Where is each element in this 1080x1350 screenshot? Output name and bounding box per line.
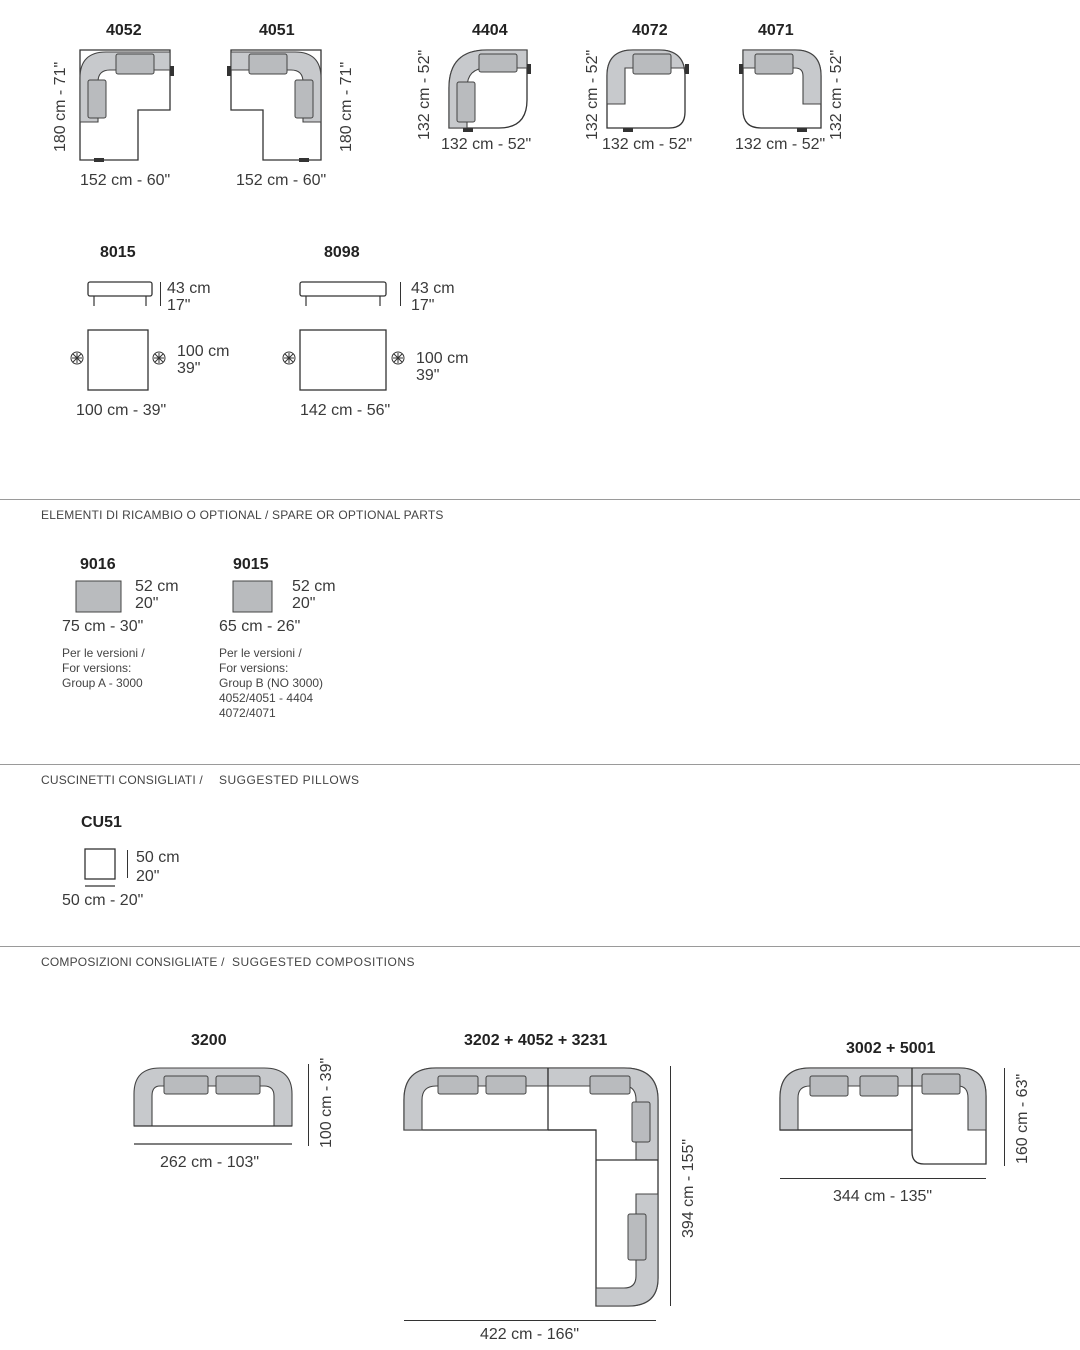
module-code-4052: 4052 <box>106 22 142 39</box>
spare-9015-note-line: Per le versioni / <box>219 646 302 660</box>
composition-3202-width-line <box>404 1320 656 1321</box>
module-code-4071: 4071 <box>758 22 794 39</box>
pillow-code-cu51: CU51 <box>81 814 122 831</box>
section-title-compositions-it: COMPOSIZIONI CONSIGLIATE / <box>41 955 225 969</box>
section-title-pillows-it: CUSCINETTI CONSIGLIATI / <box>41 773 203 787</box>
module-4051-diagram <box>229 48 329 163</box>
composition-3002-5001-width: 344 cm - 135" <box>833 1188 933 1205</box>
composition-3200-height: 100 cm - 39" <box>318 1057 335 1148</box>
spare-9016-width: 75 cm - 30" <box>62 618 144 635</box>
pillow-cu51-width: 50 cm - 20" <box>62 892 144 909</box>
pillow-cu51-diagram <box>84 848 118 888</box>
module-code-4404: 4404 <box>472 22 508 39</box>
ottoman-8098-height-tick <box>400 282 401 306</box>
spare-9015-note-line: 4072/4071 <box>219 706 276 720</box>
module-4404-diagram <box>447 48 533 132</box>
pillow-cu51-height-cm: 50 cm <box>136 849 180 866</box>
ottoman-8015-depth-cm: 100 cm <box>177 343 230 360</box>
composition-3202-4052-3231-width: 422 cm - 166" <box>480 1326 580 1343</box>
ottoman-8098-top-view <box>280 328 410 392</box>
spare-9015-width: 65 cm - 26" <box>219 618 301 635</box>
composition-code-3002-5001: 3002 + 5001 <box>846 1040 936 1057</box>
section-divider-compositions <box>0 946 1080 947</box>
spare-9016-height-in: 20" <box>135 595 159 612</box>
module-4051-height: 180 cm - 71" <box>338 61 355 152</box>
composition-3002-5001-diagram <box>778 1066 992 1170</box>
ottoman-8015-depth <box>177 343 229 377</box>
section-title-pillows-en: SUGGESTED PILLOWS <box>219 773 360 787</box>
pillow-cu51-height-tick <box>127 850 128 878</box>
module-4052-width: 152 cm - 60" <box>80 172 171 189</box>
spare-9015-note-line: 4052/4051 - 4404 <box>219 691 314 705</box>
section-title-compositions-en: SUGGESTED COMPOSITIONS <box>232 955 416 969</box>
ottoman-code-8015: 8015 <box>100 244 136 261</box>
spare-9016-note-line: For versions: <box>62 661 132 675</box>
spare-9016-height-cm: 52 cm <box>135 578 179 595</box>
ottoman-8098-width: 142 cm - 56" <box>300 402 391 419</box>
composition-3202-4052-3231-diagram <box>402 1066 664 1310</box>
spare-9016-note <box>62 646 145 691</box>
spare-9015-note-line: For versions: <box>219 661 289 675</box>
composition-3002-5001-height: 160 cm - 63" <box>1014 1073 1031 1164</box>
ottoman-8015-height <box>167 280 211 314</box>
composition-3200-width: 262 cm - 103" <box>160 1154 260 1171</box>
spare-code-9015: 9015 <box>233 556 269 573</box>
composition-3200-height-line <box>308 1064 309 1146</box>
spare-9015-height <box>292 578 336 612</box>
spare-9015-note-line: Group B (NO 3000) <box>219 676 324 690</box>
pillow-cu51-height-in: 20" <box>136 868 160 885</box>
ottoman-8098-depth-cm: 100 cm <box>416 350 469 367</box>
ottoman-8098-depth <box>416 350 468 384</box>
spare-9015-height-cm: 52 cm <box>292 578 336 595</box>
ottoman-8015-height-tick <box>160 282 161 306</box>
spare-9016-height <box>135 578 179 612</box>
spare-9016-cushion <box>75 580 123 614</box>
ottoman-8015-side-view <box>86 280 156 308</box>
spare-code-9016: 9016 <box>80 556 116 573</box>
module-4072-width: 132 cm - 52" <box>602 136 693 153</box>
module-4072-diagram <box>605 48 691 132</box>
module-4404-width: 132 cm - 52" <box>441 136 532 153</box>
composition-code-3200: 3200 <box>191 1032 227 1049</box>
composition-3002-height-line <box>1004 1068 1005 1166</box>
section-title-spare: ELEMENTI DI RICAMBIO O OPTIONAL / SPARE OR OPTIONAL PARTS <box>41 508 444 522</box>
composition-code-3202-4052-3231: 3202 + 4052 + 3231 <box>464 1032 608 1049</box>
module-4071-diagram <box>741 48 827 132</box>
module-4071-width: 132 cm - 52" <box>735 136 826 153</box>
spare-9015-note <box>219 646 323 721</box>
ottoman-8015-width: 100 cm - 39" <box>76 402 167 419</box>
ottoman-8098-height-in: 17" <box>411 297 435 314</box>
ottoman-8015-height-in: 17" <box>167 297 191 314</box>
ottoman-8015-height-cm: 43 cm <box>167 280 211 297</box>
module-4052-height: 180 cm - 71" <box>52 61 69 152</box>
ottoman-code-8098: 8098 <box>324 244 360 261</box>
spare-9015-cushion <box>232 580 274 614</box>
module-4404-height: 132 cm - 52" <box>416 49 433 140</box>
ottoman-8015-top-view <box>68 328 174 392</box>
ottoman-8098-height <box>411 280 455 314</box>
composition-3200-diagram <box>132 1064 296 1148</box>
module-code-4051: 4051 <box>259 22 295 39</box>
ottoman-8098-height-cm: 43 cm <box>411 280 455 297</box>
spare-9016-note-line: Group A - 3000 <box>62 676 143 690</box>
module-4071-height: 132 cm - 52" <box>828 49 845 140</box>
composition-3202-4052-3231-height: 394 cm - 155" <box>680 1138 697 1238</box>
composition-3202-height-line <box>670 1066 671 1306</box>
composition-3002-width-line <box>780 1178 986 1179</box>
spare-9015-height-in: 20" <box>292 595 316 612</box>
pillow-cu51-height <box>136 848 180 886</box>
module-code-4072: 4072 <box>632 22 668 39</box>
ottoman-8098-side-view <box>298 280 390 308</box>
module-4051-width: 152 cm - 60" <box>236 172 327 189</box>
module-4072-height: 132 cm - 52" <box>584 49 601 140</box>
ottoman-8098-depth-in: 39" <box>416 367 440 384</box>
section-divider-spare <box>0 499 1080 500</box>
section-divider-pillows <box>0 764 1080 765</box>
module-4052-diagram <box>78 48 178 163</box>
ottoman-8015-depth-in: 39" <box>177 360 201 377</box>
spare-9016-note-line: Per le versioni / <box>62 646 145 660</box>
